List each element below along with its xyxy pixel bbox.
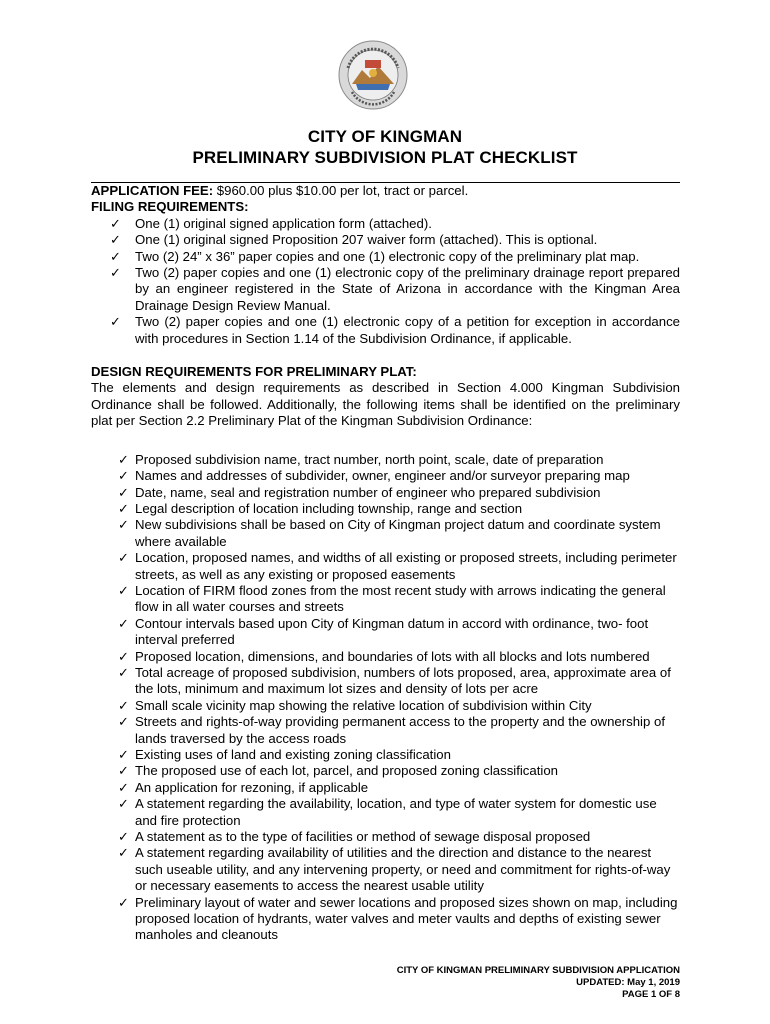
design-requirement-item: [91, 485, 680, 501]
checkmark-icon: ✓: [118, 468, 130, 484]
design-requirement-item-text: Streets and rights-of-way providing permanent access to the property and the ownership of lands traversed by the access roads: [135, 714, 665, 746]
filing-requirement-item-text: One (1) original signed Proposition 207 waiver form (attached). This is optional.: [135, 232, 598, 248]
filing-requirement-item: [91, 314, 680, 347]
filing-requirement-item: [91, 249, 680, 265]
checkmark-icon: ✓: [118, 845, 130, 861]
design-requirements-list: [91, 452, 680, 944]
filing-requirement-item: [91, 232, 680, 248]
design-requirement-item-text: An application for rezoning, if applicable: [135, 779, 369, 795]
design-requirement-item: [91, 780, 680, 796]
checkmark-icon: ✓: [110, 314, 122, 330]
design-requirement-item: [91, 763, 680, 779]
checkmark-icon: ✓: [118, 648, 130, 664]
footer-application-name: CITY OF KINGMAN PRELIMINARY SUBDIVISION APPLICATION: [396, 965, 680, 976]
design-requirements-intro: The elements and design requirements as described in Section 4.000 Kingman Subdivision Ordinance shall be followed. Additionally, the following items shall be identified on the preliminary plat per Section 2.2 Preliminary Plat of the Kingman Subdivision Ordinance:: [91, 380, 680, 429]
design-requirement-item-text: Proposed location, dimensions, and boundaries of lots with all blocks and lots numbered: [135, 648, 650, 664]
design-requirements-heading: DESIGN REQUIREMENTS FOR PRELIMINARY PLAT:: [91, 364, 417, 380]
filing-requirement-item: [91, 216, 680, 232]
design-requirement-item: [91, 747, 680, 763]
filing-requirements-list: [91, 216, 680, 347]
checkmark-icon: ✓: [118, 779, 130, 795]
filing-requirement-item-text: Two (2) 24” x 36” paper copies and one (1) electronic copy of the preliminary plat map.: [135, 248, 640, 264]
filing-requirement-item-text: Two (2) paper copies and one (1) electronic copy of a petition for exception in accordance with procedures in Section 1.14 of the Subdivision Ordinance, if applicable.: [135, 314, 680, 346]
checkmark-icon: ✓: [118, 517, 130, 533]
design-requirement-item: [91, 649, 680, 665]
page-footer: [397, 965, 680, 1000]
design-requirement-item: [91, 501, 680, 517]
checkmark-icon: ✓: [110, 232, 122, 248]
design-requirement-item-text: Contour intervals based upon City of Kingman datum in accord with ordinance, two- foot interval preferred: [135, 615, 649, 648]
design-requirement-item-text: A statement as to the type of facilities or method of sewage disposal proposed: [135, 829, 591, 845]
design-requirement-item: [91, 829, 680, 845]
checkmark-icon: ✓: [118, 550, 130, 566]
design-requirement-item: [91, 616, 680, 649]
design-requirement-item: [91, 468, 680, 484]
checkmark-icon: ✓: [110, 265, 122, 281]
filing-requirements-heading: FILING REQUIREMENTS:: [91, 199, 249, 215]
checkmark-icon: ✓: [118, 796, 130, 812]
design-requirement-item-text: Legal description of location including township, range and section: [135, 500, 523, 516]
design-requirement-item-text: A statement regarding availability of utilities and the direction and distance to the nearest such useable utility, and any intervening property, or need and commitment for rights-of-way or necessary easements to access the nearest usable utility: [135, 845, 671, 894]
application-fee: [91, 183, 680, 199]
design-requirement-item-text: New subdivisions shall be based on City of Kingman project datum and coordinate system where available: [135, 517, 661, 549]
design-requirement-item-text: A statement regarding the availability, location, and type of water system for domestic use and fire protection: [135, 796, 657, 828]
checkmark-icon: ✓: [118, 829, 130, 845]
design-requirement-item-text: Location of FIRM flood zones from the most recent study with arrows indicating the general flow in all water courses and streets: [135, 582, 666, 615]
design-requirement-item: [91, 583, 680, 616]
design-requirement-item-text: Existing uses of land and existing zoning classification: [135, 747, 451, 762]
design-requirement-item-text: Total acreage of proposed subdivision, numbers of lots proposed, area, approximate area of the lots, minimum and maximum lot sizes and density of lots per acre: [135, 664, 671, 697]
checkmark-icon: ✓: [118, 615, 130, 631]
filing-requirement-item-text: One (1) original signed application form (attached).: [135, 215, 432, 231]
design-requirement-item: [91, 845, 680, 894]
document-body: [91, 183, 680, 944]
footer-page-number: PAGE 1 OF 8: [622, 988, 680, 1000]
checkmark-icon: ✓: [118, 763, 130, 779]
design-requirement-item-text: Preliminary layout of water and sewer locations and proposed sizes shown on map, including proposed location of hydrants, water valves and meter vaults and depths of existing sewer manholes and cleanouts: [135, 894, 678, 943]
design-requirement-item-text: Small scale vicinity map showing the relative location of subdivision within City: [135, 697, 592, 713]
design-requirement-item: [91, 517, 680, 550]
design-requirement-item-text: Date, name, seal and registration number of engineer who prepared subdivision: [135, 484, 601, 500]
checkmark-icon: ✓: [118, 484, 130, 500]
checkmark-icon: ✓: [110, 215, 122, 231]
design-requirement-item-text: Proposed subdivision name, tract number, north point, scale, date of preparation: [135, 451, 604, 467]
checkmark-icon: ✓: [118, 664, 130, 680]
checkmark-icon: ✓: [118, 451, 130, 467]
checkmark-icon: ✓: [118, 747, 130, 762]
design-requirement-item-text: Location, proposed names, and widths of all existing or proposed streets, including perimeter streets, as well as any existing or proposed easements: [135, 550, 677, 582]
checkmark-icon: ✓: [118, 894, 130, 910]
design-requirement-item: [91, 895, 680, 944]
checkmark-icon: ✓: [118, 582, 130, 598]
design-requirement-item: [91, 665, 680, 698]
design-requirement-item: [91, 550, 680, 583]
footer-updated-date: UPDATED: May 1, 2019: [576, 976, 680, 988]
design-requirement-item: [91, 796, 680, 829]
design-requirement-item: [91, 714, 680, 747]
application-fee-label: APPLICATION FEE:: [91, 183, 214, 198]
document-title-line1: CITY OF KINGMAN: [307, 127, 463, 146]
application-fee-value: $960.00 plus $10.00 per lot, tract or parcel.: [216, 183, 469, 198]
checkmark-icon: ✓: [118, 697, 130, 713]
filing-requirement-item-text: Two (2) paper copies and one (1) electronic copy of the preliminary drainage report prepared by an engineer registered in the State of Arizona in accordance with the Kingman Area Drainage Design Review Manual.: [135, 265, 680, 313]
design-requirement-item: [91, 698, 680, 714]
checkmark-icon: ✓: [118, 714, 130, 730]
filing-requirement-item: [91, 265, 680, 314]
design-requirement-item-text: Names and addresses of subdivider, owner, engineer and/or surveyor preparing map: [135, 468, 630, 484]
design-requirement-item: [91, 452, 680, 468]
city-seal-logo: [338, 40, 408, 110]
document-title-line2: PRELIMINARY SUBDIVISION PLAT CHECKLIST: [192, 148, 578, 167]
checkmark-icon: ✓: [118, 500, 130, 516]
design-requirement-item-text: The proposed use of each lot, parcel, and proposed zoning classification: [135, 763, 558, 779]
checkmark-icon: ✓: [110, 248, 122, 264]
